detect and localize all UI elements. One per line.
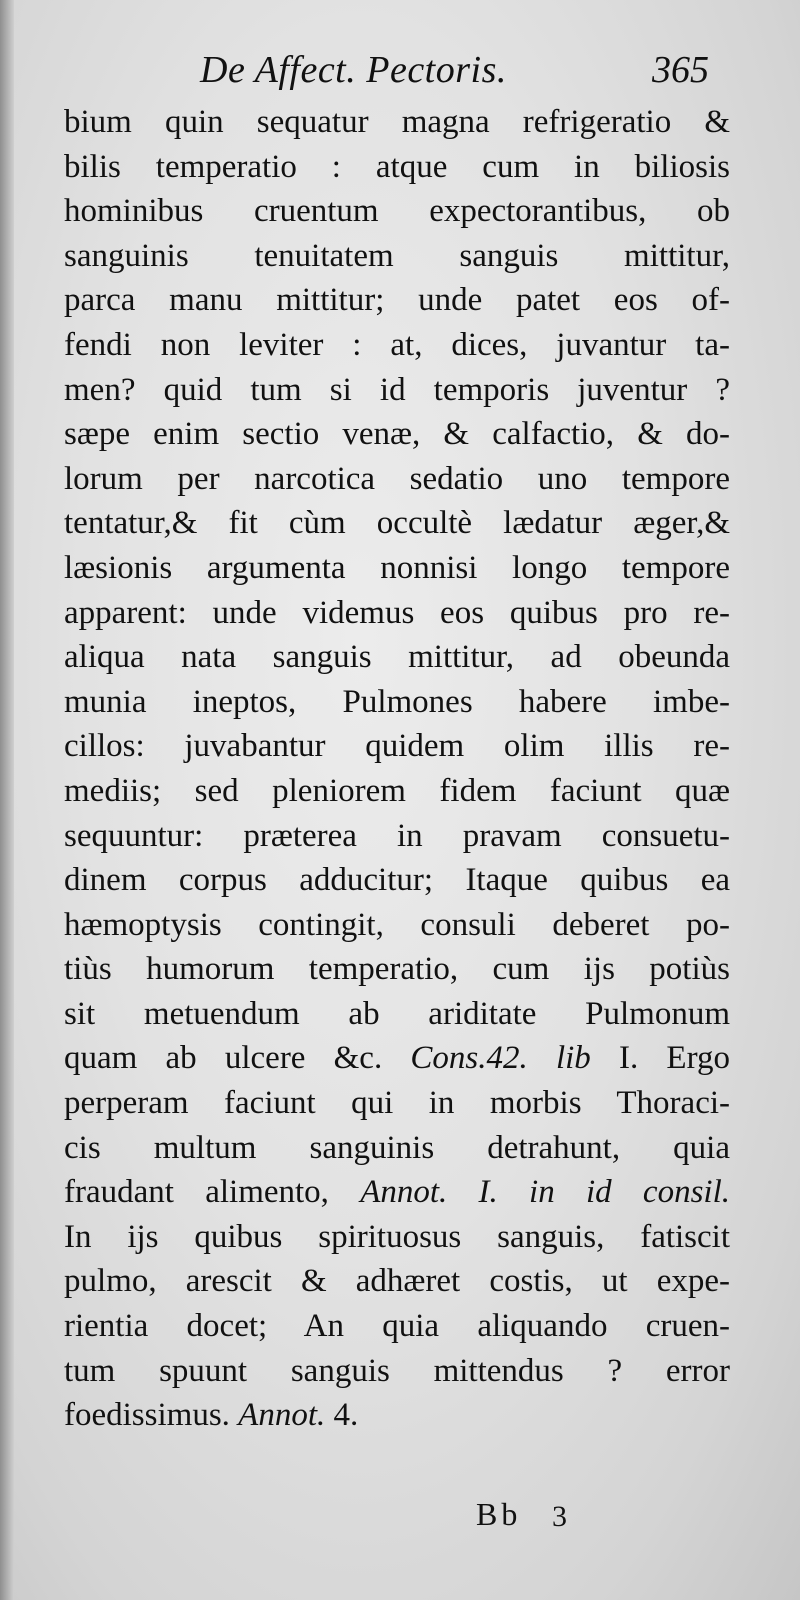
text-line-citation bbox=[64, 1170, 730, 1215]
line-text: 4. bbox=[325, 1397, 359, 1434]
text-line: dinem corpus adducitur; Itaque quibus ea bbox=[64, 862, 730, 899]
signature-number: 3 bbox=[552, 1500, 567, 1533]
line-text: perperam faciunt qui in morbis Thoraci- bbox=[64, 1085, 730, 1122]
body-text bbox=[64, 100, 730, 1438]
text-line: sæpe enim sectio venæ, & calfactio, & do- bbox=[64, 416, 730, 453]
text-line bbox=[64, 1081, 730, 1126]
line-text: foedissimus. bbox=[64, 1397, 239, 1434]
line-text: rientia docet; An quia aliquando cruen- bbox=[64, 1308, 730, 1345]
text-line: mediis; sed pleniorem fidem faciunt quæ bbox=[64, 772, 730, 809]
text-line: hominibus cruentum expectorantibus, ob bbox=[64, 193, 730, 230]
text-line-citation bbox=[64, 1036, 730, 1081]
text-line: men? quid tum si id temporis juventur ? bbox=[64, 371, 730, 408]
text-line: hæmoptysis contingit, consuli deberet po- bbox=[64, 906, 730, 943]
text-line: sequuntur: præterea in pravam consuetu- bbox=[64, 817, 730, 854]
text-line: parca manu mittitur; unde patet eos of- bbox=[64, 282, 730, 319]
text-line bbox=[64, 1126, 730, 1171]
text-line bbox=[64, 1259, 730, 1304]
running-title: De Affect. Pectoris. bbox=[200, 49, 507, 91]
printer-signature bbox=[0, 1496, 800, 1546]
text-line: fendi non leviter : at, dices, juvantur ta- bbox=[64, 326, 730, 363]
text-line bbox=[64, 1349, 730, 1394]
text-line bbox=[64, 1215, 730, 1260]
text-line: bilis temperatio : atque cum in biliosis bbox=[64, 148, 730, 185]
text-line: cillos: juvabantur quidem olim illis re- bbox=[64, 728, 730, 765]
citation-reference: Annot. bbox=[238, 1397, 326, 1434]
text-line: læsionis argumenta nonnisi longo tempore bbox=[64, 549, 730, 586]
text-line bbox=[64, 1304, 730, 1349]
citation-reference: Annot. I. in id consil. bbox=[360, 1174, 730, 1211]
line-text: tum spuunt sanguis mittendus ? error bbox=[64, 1352, 730, 1389]
line-text: cis multum sanguinis detrahunt, quia bbox=[64, 1129, 730, 1166]
page-header bbox=[0, 48, 800, 104]
text-line: sit metuendum ab ariditate Pulmonum bbox=[64, 995, 730, 1032]
page-number: 365 bbox=[652, 49, 709, 91]
line-text: pulmo, arescit & adhæret costis, ut expe- bbox=[64, 1263, 730, 1300]
text-line: bium quin sequatur magna refrigeratio & bbox=[64, 104, 730, 140]
line-text: fraudant alimento, bbox=[64, 1174, 361, 1211]
citation-reference: Cons.42. lib bbox=[410, 1040, 591, 1077]
text-line: munia ineptos, Pulmones habere imbe- bbox=[64, 683, 730, 720]
text-line: aliqua nata sanguis mittitur, ad obeunda bbox=[64, 639, 730, 676]
line-text: I. Ergo bbox=[590, 1040, 730, 1077]
text-line-citation bbox=[64, 1393, 730, 1438]
text-line: sanguinis tenuitatem sanguis mittitur, bbox=[64, 237, 730, 274]
text-line: lorum per narcotica sedatio uno tempore bbox=[64, 460, 730, 497]
line-text: In ijs quibus spirituosus sanguis, fatiscit bbox=[64, 1218, 730, 1255]
text-line: tentatur,& fit cùm occultè lædatur æger,& bbox=[64, 505, 730, 542]
signature-mark: Bb bbox=[476, 1496, 522, 1532]
line-text: quam ab ulcere &c. bbox=[64, 1040, 411, 1077]
text-line: apparent: unde videmus eos quibus pro re- bbox=[64, 594, 730, 631]
text-line: tiùs humorum temperatio, cum ijs potiùs bbox=[64, 951, 730, 988]
page-gutter-shadow bbox=[0, 0, 14, 1600]
